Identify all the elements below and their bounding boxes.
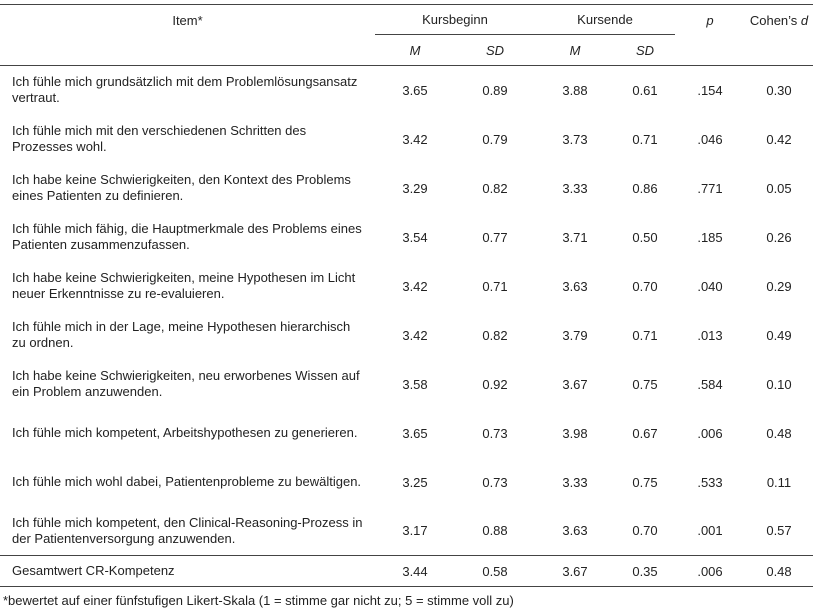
sd-kursbeginn-cell: 0.79 [482, 131, 508, 147]
item-cell: Ich fühle mich in der Lage, meine Hypothesen hierarchisch zu ordnen. [12, 319, 351, 350]
p-value-cell: .154 [697, 82, 723, 98]
p-value-cell: .584 [697, 376, 723, 392]
table-row [0, 115, 813, 164]
sd-kursende-cell: 0.71 [632, 131, 658, 147]
table-row [0, 213, 813, 262]
table-row [0, 409, 813, 458]
item-cell: Ich fühle mich mit den verschiedenen Schritten des Prozesses wohl. [12, 123, 307, 154]
sd-kursende-cell: 0.75 [632, 376, 658, 392]
header-kursbeginn: Kursbeginn [375, 5, 535, 35]
header-cohens-d [745, 5, 813, 66]
m-kursbeginn-cell: 3.42 [402, 278, 428, 294]
cohens-d-cell: 0.57 [766, 523, 792, 539]
table-row [0, 507, 813, 556]
item-cell: Gesamtwert CR-Kompetenz [12, 563, 175, 578]
total-row [0, 556, 813, 587]
p-value-cell: .001 [697, 523, 723, 539]
p-value-cell: .006 [697, 563, 723, 579]
m-kursende-cell: 3.71 [562, 229, 588, 245]
m-kursende-cell: 3.33 [562, 180, 588, 196]
item-cell: Ich fühle mich kompetent, Arbeitshypothesen zu generieren. [12, 425, 358, 440]
m-kursende-cell: 3.67 [562, 376, 588, 392]
m-kursbeginn-cell: 3.44 [402, 563, 428, 579]
header-item [0, 5, 375, 66]
m-kursbeginn-cell: 3.17 [402, 523, 428, 539]
item-cell: Ich fühle mich fähig, die Hauptmerkmale des Problems eines Patienten zusammenzufassen. [12, 221, 362, 252]
sd-kursbeginn-cell: 0.92 [482, 376, 508, 392]
p-value-cell: .046 [697, 131, 723, 147]
item-cell: Ich fühle mich grundsätzlich mit dem Problemlösungsansatz vertraut. [12, 74, 358, 106]
table-row [0, 360, 813, 409]
m-kursbeginn-cell: 3.58 [402, 376, 428, 392]
header-m-kursende: M [535, 35, 615, 66]
m-kursende-cell: 3.33 [562, 474, 588, 490]
cohens-d-cell: 0.05 [766, 180, 792, 196]
item-cell: Ich fühle mich kompetent, den Clinical-Reasoning-Prozess in der Patientenversorgung anzuwenden. [12, 514, 363, 546]
table-row [0, 66, 813, 115]
sd-kursbeginn-cell: 0.58 [482, 563, 508, 579]
p-value-cell: .533 [697, 474, 723, 490]
m-kursbeginn-cell: 3.65 [402, 82, 428, 98]
cohens-d-cell: 0.48 [766, 563, 792, 579]
cohens-d-cell: 0.10 [766, 376, 792, 392]
p-value-cell: .013 [697, 327, 723, 343]
sd-kursbeginn-cell: 0.73 [482, 425, 508, 441]
header-cohens-prefix: Cohen’s [749, 13, 801, 28]
m-kursbeginn-cell: 3.42 [402, 131, 428, 147]
sd-kursende-cell: 0.50 [632, 229, 658, 245]
table-footnote: *bewertet auf einer fünfstufigen Likert-Skala (1 = stimme gar nicht zu; 5 = stimme voll zu) [3, 593, 514, 608]
p-value-cell: .771 [697, 180, 723, 196]
table-body [0, 66, 813, 587]
table-row [0, 262, 813, 311]
item-cell: Ich habe keine Schwierigkeiten, neu erworbenes Wissen auf ein Problem anzuwenden. [12, 368, 360, 399]
cohens-d-cell: 0.42 [766, 131, 792, 147]
sd-kursende-cell: 0.67 [632, 425, 658, 441]
item-cell: Ich habe keine Schwierigkeiten, den Kontext des Problems eines Patienten zu definieren. [12, 172, 351, 203]
item-cell: Ich habe keine Schwierigkeiten, meine Hypothesen im Licht neuer Erkenntnisse zu re-evaluieren. [12, 270, 356, 301]
m-kursende-cell: 3.79 [562, 327, 588, 343]
header-sd-kursende: SD [615, 35, 675, 66]
header-item-label: Item* [172, 13, 203, 28]
sd-kursende-cell: 0.70 [632, 278, 658, 294]
m-kursende-cell: 3.73 [562, 131, 588, 147]
cohens-d-cell: 0.30 [766, 82, 792, 98]
header-kursende: Kursende [535, 5, 675, 35]
sd-kursbeginn-cell: 0.82 [482, 180, 508, 196]
p-value-cell: .185 [697, 229, 723, 245]
m-kursbeginn-cell: 3.29 [402, 180, 428, 196]
header-sd-kursbeginn: SD [455, 35, 535, 66]
table-row [0, 458, 813, 507]
header-m-kursbeginn: M [375, 35, 455, 66]
m-kursbeginn-cell: 3.65 [402, 425, 428, 441]
m-kursende-cell: 3.63 [562, 523, 588, 539]
table-row [0, 311, 813, 360]
m-kursende-cell: 3.63 [562, 278, 588, 294]
sd-kursende-cell: 0.75 [632, 474, 658, 490]
sd-kursbeginn-cell: 0.71 [482, 278, 508, 294]
sd-kursende-cell: 0.70 [632, 523, 658, 539]
cohens-d-cell: 0.48 [766, 425, 792, 441]
m-kursende-cell: 3.67 [562, 563, 588, 579]
m-kursbeginn-cell: 3.42 [402, 327, 428, 343]
m-kursbeginn-cell: 3.25 [402, 474, 428, 490]
sd-kursende-cell: 0.35 [632, 563, 658, 579]
header-p [675, 5, 745, 66]
table-row [0, 164, 813, 213]
sd-kursbeginn-cell: 0.77 [482, 229, 508, 245]
sd-kursbeginn-cell: 0.73 [482, 474, 508, 490]
cohens-d-cell: 0.49 [766, 327, 792, 343]
header-cohens-d-letter: d [800, 13, 809, 28]
sd-kursbeginn-cell: 0.89 [482, 82, 508, 98]
sd-kursbeginn-cell: 0.82 [482, 327, 508, 343]
sd-kursende-cell: 0.86 [632, 180, 658, 196]
item-cell: Ich fühle mich wohl dabei, Patientenprobleme zu bewältigen. [12, 474, 362, 489]
header-p-label: p [706, 13, 714, 28]
sd-kursbeginn-cell: 0.88 [482, 523, 508, 539]
m-kursbeginn-cell: 3.54 [402, 229, 428, 245]
m-kursende-cell: 3.98 [562, 425, 588, 441]
sd-kursende-cell: 0.61 [632, 82, 658, 98]
cohens-d-cell: 0.11 [766, 474, 792, 490]
p-value-cell: .040 [697, 278, 723, 294]
sd-kursende-cell: 0.71 [632, 327, 658, 343]
p-value-cell: .006 [697, 425, 723, 441]
cohens-d-cell: 0.29 [766, 278, 792, 294]
results-table [0, 4, 813, 587]
m-kursende-cell: 3.88 [562, 82, 588, 98]
cohens-d-cell: 0.26 [766, 229, 792, 245]
